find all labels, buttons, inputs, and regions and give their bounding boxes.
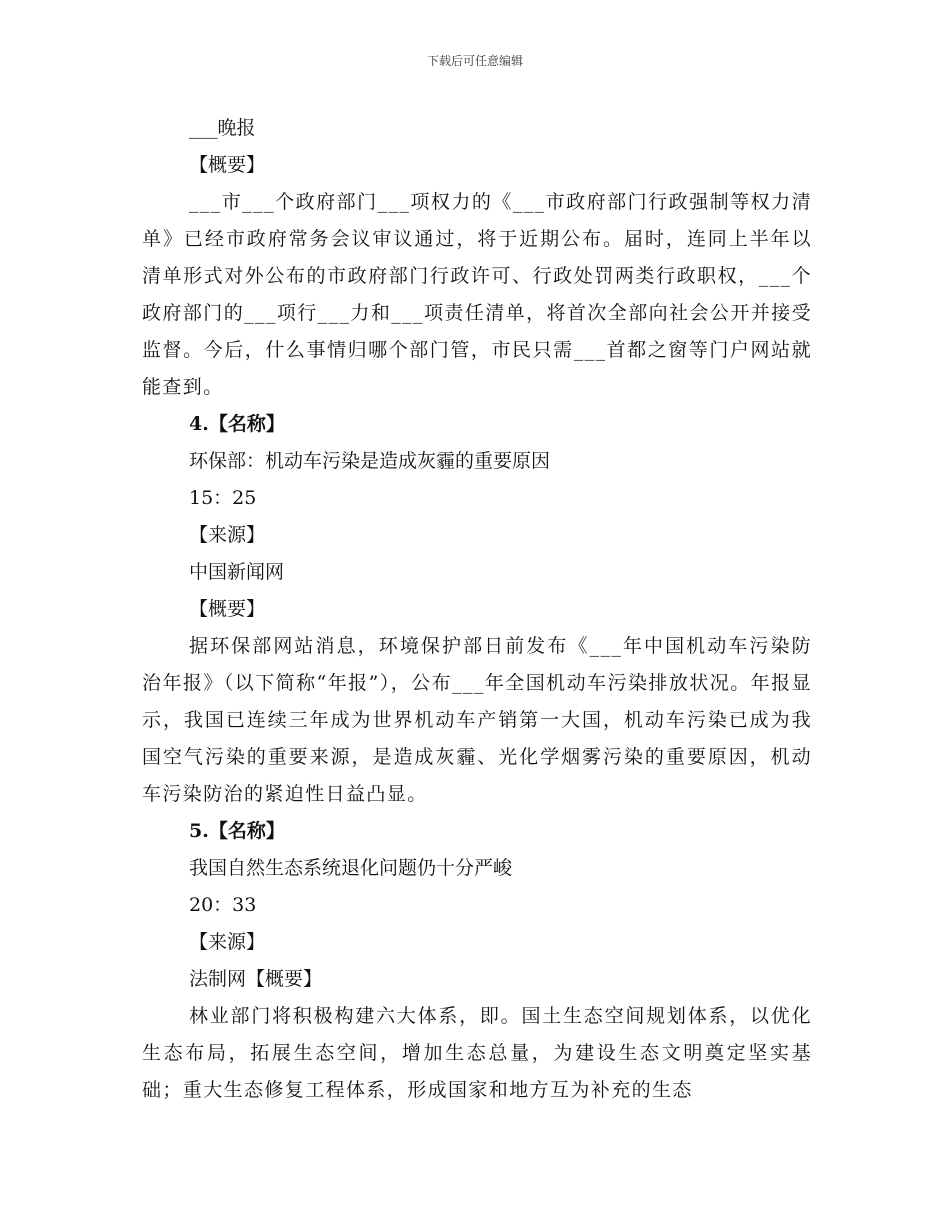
summary-label: 【概要】: [189, 598, 266, 620]
item-title: 我国自然生态系统退化问题仍十分严峻: [189, 857, 513, 879]
item-heading: 4.【名称】: [189, 413, 285, 435]
item-heading: 5.【名称】: [189, 820, 285, 842]
source-label: 【来源】: [189, 931, 266, 953]
page-header: 下载后可任意编辑: [426, 54, 523, 68]
source-name: 中国新闻网: [189, 561, 285, 583]
summary-paragraph: 林业部门将积极构建六大体系，即。国土生态空间规划体系，以优化生态布局，拓展生态空间，增加生态总量，为建设生态文明奠定坚实基础；重大生态修复工程体系，形成国家和地方互为补充的生态: [142, 1005, 812, 1101]
source-line: ___晚报: [189, 117, 256, 139]
item-time: 15：25: [189, 487, 257, 509]
item-title: 环保部：机动车污染是造成灰霾的重要原因: [189, 450, 551, 472]
source-name: 法制网【概要】: [189, 968, 323, 990]
summary-paragraph: 据环保部网站消息，环境保护部日前发布《___年中国机动车污染防治年报》（以下简称“年报”），公布___年全国机动车污染排放状况。年报显示，我国已连续三年成为世界机动车产销第一大国，机动车污染已成为我国空气污染的重要来源，是造成灰霾、光化学烟雾污染的重要原因，机动车污染防治的紧迫性日益凸显。: [142, 635, 812, 805]
source-label: 【来源】: [189, 524, 266, 546]
document-body: [142, 110, 812, 1109]
item-time: 20：33: [189, 894, 257, 916]
summary-label: 【概要】: [189, 154, 266, 176]
summary-paragraph: ___市___个政府部门___项权力的《___市政府部门行政强制等权力清单》已经市政府常务会议审议通过，将于近期公布。届时，连同上半年以清单形式对外公布的市政府部门行政许可、行政处罚两类行政职权，___个政府部门的___项行___力和___项责任清单，将首次全部向社会公开并接受监督。今后，什么事情归哪个部门管，市民只需___首都之窗等门户网站就能查到。: [142, 191, 812, 398]
